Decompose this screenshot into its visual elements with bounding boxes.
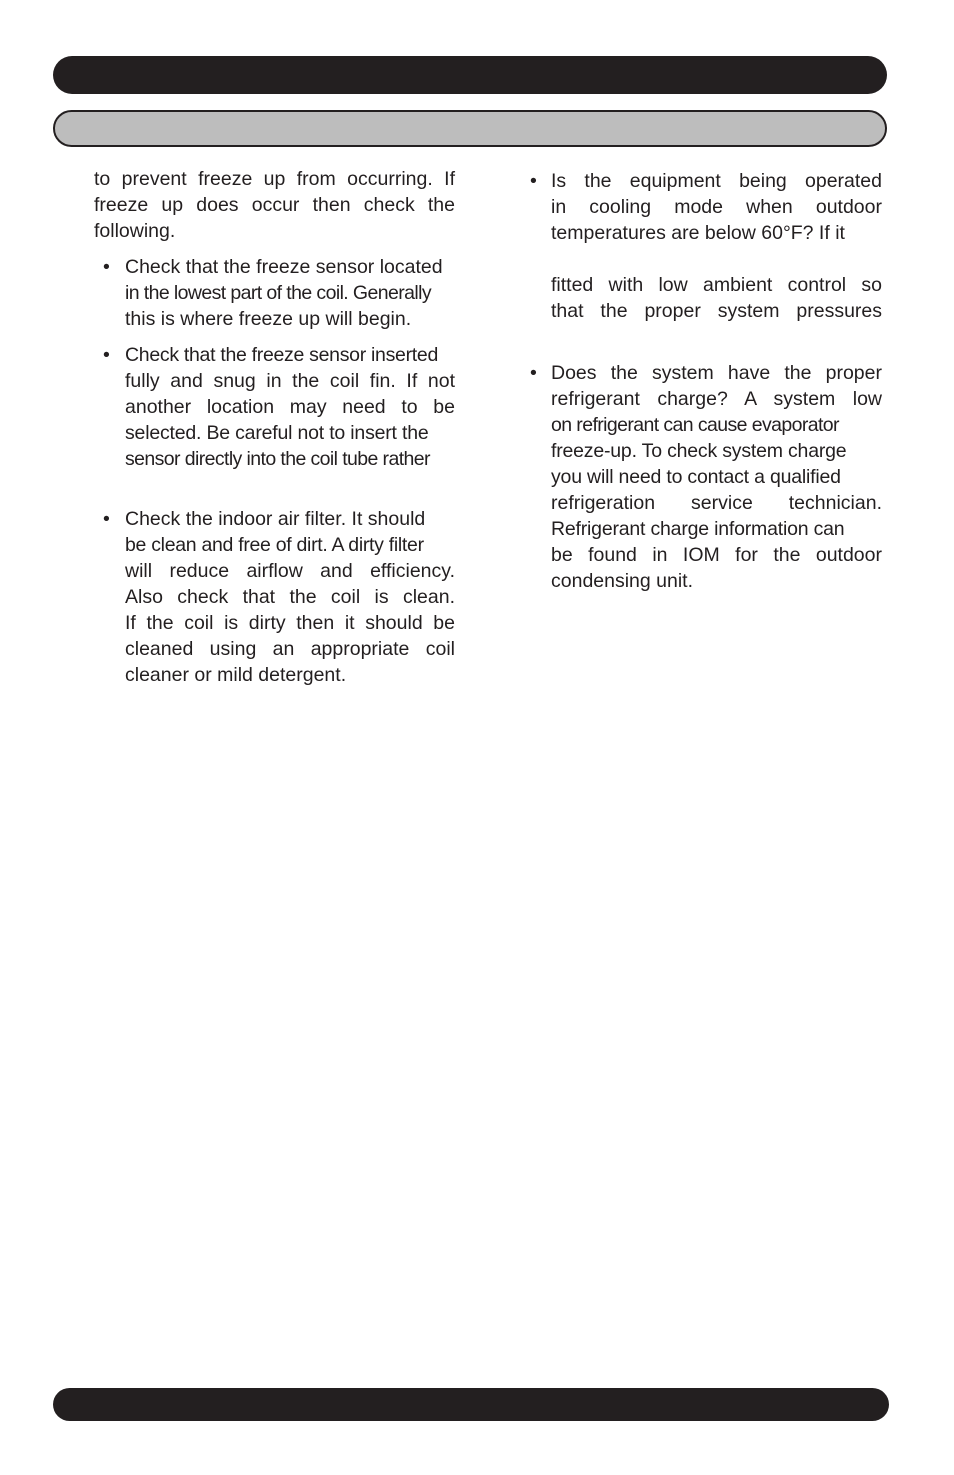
right-column bbox=[528, 168, 882, 594]
bullet-marker: • bbox=[103, 508, 110, 530]
bullet-line: temperatures are below 60°F? If it bbox=[551, 222, 845, 244]
bullet-line: you will need to contact a qualified bbox=[551, 466, 841, 488]
bullet-marker: • bbox=[530, 362, 537, 384]
blank-line bbox=[551, 246, 882, 272]
bullet-line: be clean and free of dirt. A dirty filter bbox=[125, 534, 424, 556]
bullet-line: cleaned using an appropriate coil bbox=[125, 638, 455, 660]
bullet-line: If the coil is dirty then it should be bbox=[125, 612, 455, 634]
intro-paragraph: to prevent freeze up from occurring. If freeze up does occur then check the following. bbox=[94, 168, 455, 242]
bullet-marker: • bbox=[103, 344, 110, 366]
bullet-line: in the lowest part of the coil. Generally bbox=[125, 282, 431, 304]
bullet-line: sensor directly into the coil tube rather bbox=[125, 448, 430, 470]
bullet-line: refrigerant charge? A system low bbox=[551, 388, 882, 410]
bullet-freeze-sensor-inserted bbox=[94, 342, 455, 472]
bullet-line: freeze-up. To check system charge bbox=[551, 440, 847, 462]
bullet-line: Refrigerant charge information can bbox=[551, 518, 845, 540]
bullet-line: will reduce airflow and efficiency. bbox=[125, 560, 455, 582]
header-bar bbox=[53, 56, 887, 94]
bullet-line: in cooling mode when outdoor bbox=[551, 196, 882, 218]
bullet-line: Check that the freeze sensor inserted bbox=[125, 344, 438, 366]
bullet-line: be found in IOM for the outdoor bbox=[551, 544, 882, 566]
bullet-line: Also check that the coil is clean. bbox=[125, 586, 455, 608]
bullet-line: cleaner or mild detergent. bbox=[125, 664, 347, 686]
left-column bbox=[94, 166, 455, 688]
bullet-marker: • bbox=[530, 170, 537, 192]
bullet-air-filter bbox=[94, 506, 455, 688]
bullet-line: Check that the freeze sensor located bbox=[125, 256, 443, 278]
bullet-line: Check the indoor air filter. It should bbox=[125, 508, 426, 530]
bullet-marker: • bbox=[103, 256, 110, 278]
section-title-bar bbox=[53, 110, 887, 147]
bullet-line: condensing unit. bbox=[551, 570, 694, 592]
bullet-freeze-sensor-location bbox=[94, 254, 455, 332]
footer-bar bbox=[53, 1388, 889, 1421]
bullet-line: fitted with low ambient control so bbox=[551, 274, 882, 296]
bullet-cooling-mode bbox=[528, 168, 882, 324]
bullet-line: on refrigerant can cause evaporator bbox=[551, 414, 839, 436]
bullet-line: Is the equipment being operated bbox=[551, 170, 882, 192]
bullet-refrigerant-charge bbox=[528, 360, 882, 594]
bullet-line: selected. Be careful not to insert the bbox=[125, 422, 429, 444]
bullet-line: another location may need to be bbox=[125, 396, 455, 418]
bullet-line: fully and snug in the coil fin. If not bbox=[125, 370, 455, 392]
bullet-line: that the proper system pressures bbox=[551, 300, 882, 322]
bullet-line: refrigeration service technician. bbox=[551, 492, 882, 514]
bullet-line: this is where freeze up will begin. bbox=[125, 308, 412, 330]
bullet-line: Does the system have the proper bbox=[551, 362, 882, 384]
